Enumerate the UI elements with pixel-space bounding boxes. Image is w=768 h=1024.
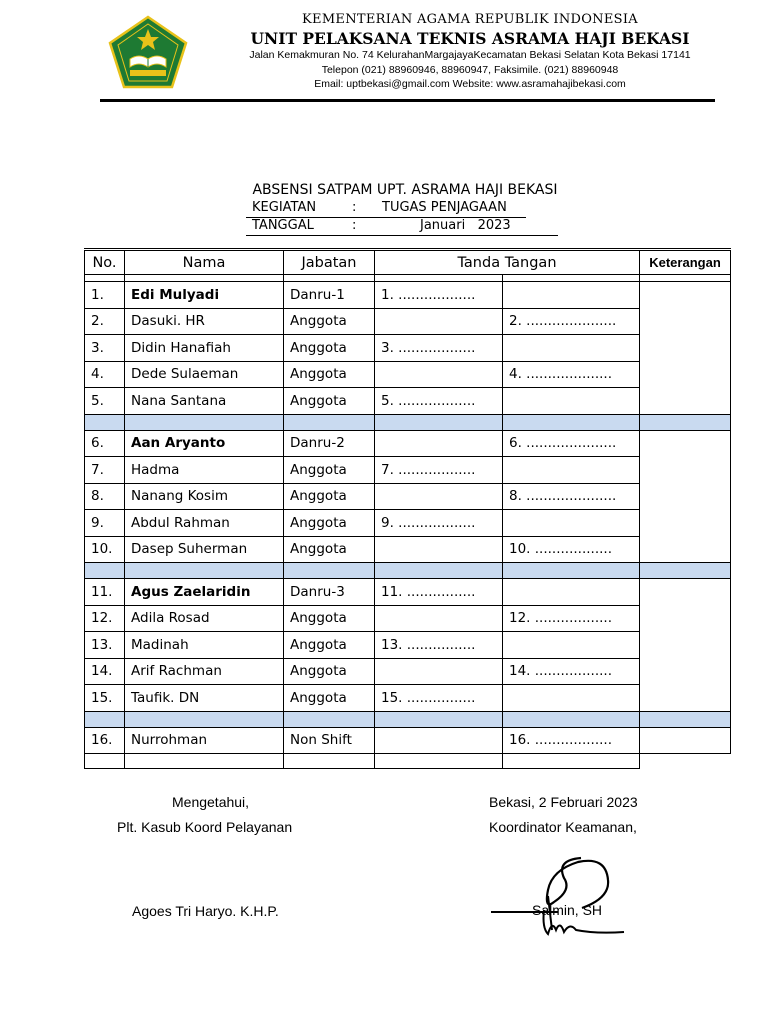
table-row	[85, 457, 731, 484]
kegiatan-value: TUGAS PENJAGAAN	[382, 200, 507, 215]
row-nama: Dede Sulaeman	[125, 361, 284, 388]
trailing-row-cell	[640, 754, 731, 769]
header-spacer-row-cell	[503, 275, 640, 282]
group-separator-row-cell	[503, 414, 640, 430]
row-no: 3.	[85, 335, 125, 362]
group-separator-row-cell	[284, 563, 375, 579]
row-no: 12.	[85, 605, 125, 632]
row-nama: Dasuki. HR	[125, 308, 284, 335]
letterhead-ministry: KEMENTERIAN AGAMA REPUBLIK INDONESIA	[302, 12, 638, 27]
header-spacer-row	[85, 275, 731, 282]
row-no: 9.	[85, 510, 125, 537]
row-no: 1.	[85, 282, 125, 309]
letterhead-divider	[100, 99, 715, 102]
row-jabatan: Danru-3	[284, 579, 375, 606]
row-signature-right: 2. .....................	[503, 308, 640, 335]
row-signature-right: 16. ..................	[503, 727, 640, 754]
row-jabatan: Anggota	[284, 605, 375, 632]
row-signature-left	[375, 536, 503, 563]
tanggal-value: Januari 2023	[420, 218, 511, 233]
row-no: 13.	[85, 632, 125, 659]
group-separator-row-cell	[284, 414, 375, 430]
trailing-row-cell	[284, 754, 375, 769]
row-signature-right	[503, 510, 640, 537]
row-keterangan	[640, 430, 731, 563]
row-keterangan	[640, 579, 731, 712]
letterhead-unit-name: UNIT PELAKSANA TEKNIS ASRAMA HAJI BEKASI	[250, 29, 690, 48]
header-spacer-row-cell	[375, 275, 503, 282]
kegiatan-label: KEGIATAN	[252, 200, 317, 215]
row-signature-left	[375, 308, 503, 335]
kegiatan-colon: :	[352, 200, 357, 215]
group-separator-row-cell	[85, 563, 125, 579]
letterhead-email: Email: uptbekasi@gmail.com Website: www.asramahajibekasi.com	[314, 78, 626, 90]
row-jabatan: Danru-1	[284, 282, 375, 309]
row-nama: Nanang Kosim	[125, 483, 284, 510]
row-jabatan: Anggota	[284, 483, 375, 510]
header-keterangan: Keterangan	[640, 250, 731, 275]
tanggal-underline	[246, 235, 558, 236]
row-jabatan: Anggota	[284, 685, 375, 712]
attendance-table	[84, 248, 731, 769]
group-separator-row	[85, 563, 731, 579]
row-nama: Agus Zaelaridin	[125, 579, 284, 606]
row-signature-left	[375, 605, 503, 632]
trailing-row-cell	[85, 754, 125, 769]
group-separator-row-cell	[125, 563, 284, 579]
row-no: 11.	[85, 579, 125, 606]
row-signature-left: 13. ................	[375, 632, 503, 659]
row-signature-left	[375, 483, 503, 510]
group-separator-row-cell	[503, 711, 640, 727]
row-nama: Aan Aryanto	[125, 430, 284, 457]
row-jabatan: Anggota	[284, 457, 375, 484]
row-signature-left	[375, 727, 503, 754]
row-signature-left: 3. ..................	[375, 335, 503, 362]
row-signature-right	[503, 282, 640, 309]
table-row	[85, 430, 731, 457]
row-nama: Madinah	[125, 632, 284, 659]
group-separator-row	[85, 711, 731, 727]
header-spacer-row-cell	[85, 275, 125, 282]
row-keterangan	[640, 727, 731, 754]
row-nama: Nana Santana	[125, 388, 284, 415]
tanggal-colon: :	[352, 218, 357, 233]
row-no: 5.	[85, 388, 125, 415]
row-nama: Dasep Suherman	[125, 536, 284, 563]
row-nama: Taufik. DN	[125, 685, 284, 712]
row-signature-right: 10. ..................	[503, 536, 640, 563]
row-jabatan: Anggota	[284, 361, 375, 388]
table-row	[85, 632, 731, 659]
group-separator-row-cell	[640, 563, 731, 579]
row-signature-left	[375, 430, 503, 457]
table-row	[85, 727, 731, 754]
row-jabatan: Anggota	[284, 658, 375, 685]
row-keterangan	[640, 282, 731, 415]
row-no: 14.	[85, 658, 125, 685]
row-jabatan: Anggota	[284, 632, 375, 659]
group-separator-row-cell	[125, 711, 284, 727]
group-separator-row-cell	[125, 414, 284, 430]
row-signature-left: 11. ................	[375, 579, 503, 606]
trailing-row	[85, 754, 731, 769]
row-no: 10.	[85, 536, 125, 563]
letterhead-phone: Telepon (021) 88960946, 88960947, Faksimile. (021) 88960948	[321, 64, 619, 76]
row-nama: Nurrohman	[125, 727, 284, 754]
table-row	[85, 335, 731, 362]
group-separator-row-cell	[375, 414, 503, 430]
table-row	[85, 510, 731, 537]
header-jabatan: Jabatan	[284, 250, 375, 275]
trailing-row-cell	[125, 754, 284, 769]
group-separator-row	[85, 414, 731, 430]
group-separator-row-cell	[284, 711, 375, 727]
tanggal-label: TANGGAL	[252, 218, 314, 233]
row-nama: Edi Mulyadi	[125, 282, 284, 309]
row-signature-left: 9. ..................	[375, 510, 503, 537]
row-jabatan: Danru-2	[284, 430, 375, 457]
row-nama: Didin Hanafiah	[125, 335, 284, 362]
row-signature-right	[503, 388, 640, 415]
table-row	[85, 308, 731, 335]
row-no: 6.	[85, 430, 125, 457]
footer-mengetahui: Mengetahui,	[172, 794, 250, 810]
footer-date: Bekasi, 2 Februari 2023	[489, 794, 638, 810]
footer-left-name: Agoes Tri Haryo. K.H.P.	[132, 903, 279, 919]
row-no: 16.	[85, 727, 125, 754]
footer-right-name: Salmin, SH	[532, 902, 603, 918]
header-spacer-row-cell	[640, 275, 731, 282]
row-signature-left	[375, 658, 503, 685]
row-signature-left: 1. ..................	[375, 282, 503, 309]
table-row	[85, 536, 731, 563]
row-nama: Abdul Rahman	[125, 510, 284, 537]
row-jabatan: Anggota	[284, 335, 375, 362]
kemenag-emblem-icon	[108, 15, 188, 89]
row-jabatan: Anggota	[284, 510, 375, 537]
row-signature-right: 8. .....................	[503, 483, 640, 510]
row-no: 2.	[85, 308, 125, 335]
row-nama: Arif Rachman	[125, 658, 284, 685]
row-signature-right: 14. ..................	[503, 658, 640, 685]
group-separator-row-cell	[85, 711, 125, 727]
header-spacer-row-cell	[125, 275, 284, 282]
table-row	[85, 282, 731, 309]
footer-right-role: Koordinator Keamanan,	[489, 819, 637, 835]
group-separator-row-cell	[85, 414, 125, 430]
row-jabatan: Anggota	[284, 308, 375, 335]
footer-left-role: Plt. Kasub Koord Pelayanan	[117, 819, 293, 835]
trailing-row-cell	[503, 754, 640, 769]
header-nama: Nama	[125, 250, 284, 275]
table-row	[85, 658, 731, 685]
table-row	[85, 361, 731, 388]
header-tanda-tangan: Tanda Tangan	[375, 250, 640, 275]
row-no: 15.	[85, 685, 125, 712]
table-row	[85, 388, 731, 415]
row-jabatan: Anggota	[284, 388, 375, 415]
trailing-row-cell	[375, 754, 503, 769]
row-no: 7.	[85, 457, 125, 484]
row-no: 4.	[85, 361, 125, 388]
row-signature-left: 7. ..................	[375, 457, 503, 484]
row-signature-right: 12. ..................	[503, 605, 640, 632]
header-spacer-row-cell	[284, 275, 375, 282]
row-nama: Hadma	[125, 457, 284, 484]
letterhead-address: Jalan Kemakmuran No. 74 KelurahanMargajayaKecamatan Bekasi Selatan Kota Bekasi 17141	[249, 49, 691, 61]
group-separator-row-cell	[640, 711, 731, 727]
group-separator-row-cell	[375, 711, 503, 727]
row-signature-right: 4. ....................	[503, 361, 640, 388]
table-row	[85, 579, 731, 606]
row-jabatan: Anggota	[284, 536, 375, 563]
row-signature-right	[503, 632, 640, 659]
row-signature-right	[503, 335, 640, 362]
row-signature-left: 15. ................	[375, 685, 503, 712]
row-signature-right: 6. .....................	[503, 430, 640, 457]
table-header-row	[85, 250, 731, 275]
document-title: ABSENSI SATPAM UPT. ASRAMA HAJI BEKASI	[252, 182, 558, 198]
table-row	[85, 685, 731, 712]
table-body	[85, 275, 731, 769]
row-no: 8.	[85, 483, 125, 510]
group-separator-row-cell	[640, 414, 731, 430]
group-separator-row-cell	[503, 563, 640, 579]
row-signature-right	[503, 579, 640, 606]
table-row	[85, 605, 731, 632]
row-signature-left	[375, 361, 503, 388]
row-nama: Adila Rosad	[125, 605, 284, 632]
header-no: No.	[85, 250, 125, 275]
row-signature-left: 5. ..................	[375, 388, 503, 415]
row-signature-right	[503, 457, 640, 484]
handwritten-signature-icon	[486, 850, 631, 940]
row-jabatan: Non Shift	[284, 727, 375, 754]
row-signature-right	[503, 685, 640, 712]
table-row	[85, 483, 731, 510]
group-separator-row-cell	[375, 563, 503, 579]
